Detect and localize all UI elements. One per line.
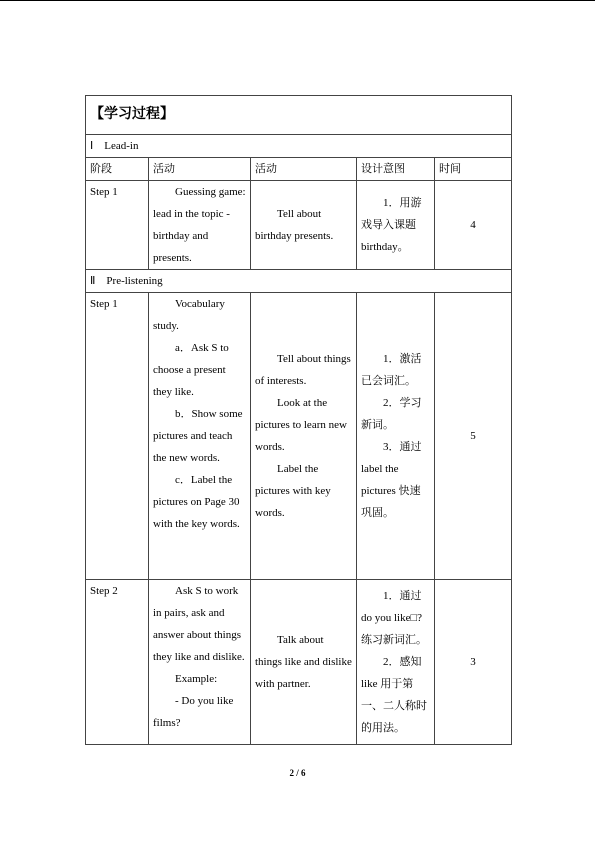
intent-cell: [357, 181, 435, 270]
section-row-pre-listening: [86, 270, 512, 293]
activity-text: Vocabulary study.: [153, 298, 225, 332]
header-activity-1: 活动: [149, 158, 251, 181]
activity-text: c．Label the pictures on Page 30 with the key words.: [153, 474, 240, 530]
student-activity-cell: [251, 181, 357, 270]
title-row: [86, 96, 512, 135]
activity-text: Label the pictures with key words.: [255, 463, 331, 519]
top-border: [0, 0, 595, 1]
activity-text: - Do you like films?: [153, 695, 234, 729]
stage-cell: Step 2: [86, 580, 149, 745]
intent-text: 2．学习新词。: [361, 397, 422, 431]
activity-text: Guessing game: lead in the topic - birthday and presents.: [153, 186, 246, 264]
table-title: 【学习过程】: [86, 96, 512, 135]
header-row: [86, 158, 512, 181]
teacher-activity-cell: [149, 181, 251, 270]
activity-text: Tell about birthday presents.: [255, 208, 334, 242]
intent-text: 1．激活已会词汇。: [361, 353, 422, 387]
intent-cell: [357, 293, 435, 580]
activity-text: Look at the pictures to learn new words.: [255, 397, 347, 453]
stage-cell: Step 1: [86, 293, 149, 580]
header-time: 时间: [435, 158, 512, 181]
student-activity-cell: [251, 580, 357, 745]
activity-text: Talk about things like and dislike with partner.: [255, 634, 352, 690]
pre-listening-step2-row: [86, 580, 512, 745]
activity-text: a．Ask S to choose a present they like.: [153, 342, 229, 398]
intent-cell: [357, 580, 435, 745]
section-row-lead-in: [86, 135, 512, 158]
stage-cell: Step 1: [86, 181, 149, 270]
activity-text: b．Show some pictures and teach the new words.: [153, 408, 243, 464]
pre-listening-step1-row: [86, 293, 512, 580]
time-cell: 5: [435, 293, 512, 580]
time-cell: 4: [435, 181, 512, 270]
section-lead-in: Ⅰ Lead-in: [86, 135, 512, 158]
activity-text: Ask S to work in pairs, ask and answer about things they like and dislike.: [153, 585, 245, 663]
activity-text: Tell about things of interests.: [255, 353, 351, 387]
intent-text: 3．通过 label the pictures 快速巩固。: [361, 441, 422, 519]
header-intent: 设计意图: [357, 158, 435, 181]
intent-text: 1．通过 do you like□?练习新词汇。: [361, 590, 427, 646]
section-pre-listening: Ⅱ Pre-listening: [86, 270, 512, 293]
student-activity-cell: [251, 293, 357, 580]
lead-in-step1-row: [86, 181, 512, 270]
lesson-table: [85, 95, 512, 745]
intent-text: 2．感知 like 用于第一、二人称时的用法。: [361, 656, 427, 734]
time-cell: 3: [435, 580, 512, 745]
teacher-activity-cell: [149, 293, 251, 580]
header-stage: 阶段: [86, 158, 149, 181]
page-number: 2 / 6: [289, 768, 306, 778]
header-activity-2: 活动: [251, 158, 357, 181]
teacher-activity-cell: [149, 580, 251, 745]
intent-text: 1．用游戏导入课题 birthday。: [361, 197, 422, 253]
activity-text: Example:: [175, 673, 218, 685]
